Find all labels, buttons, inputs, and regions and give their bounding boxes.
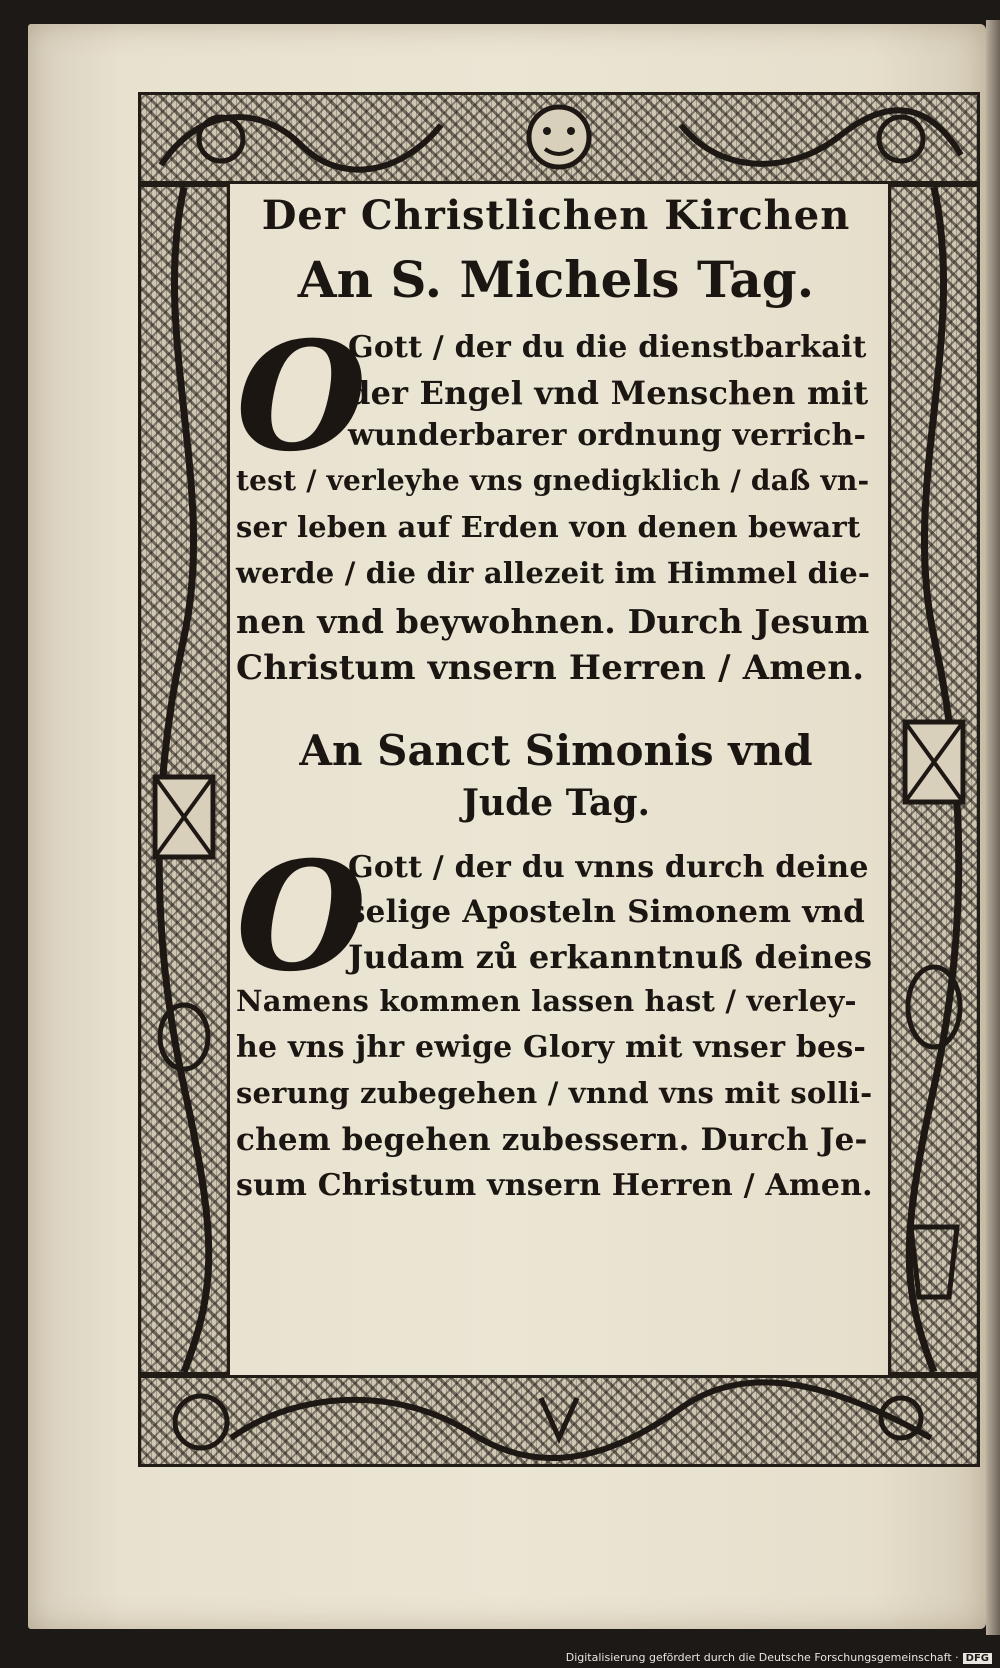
text-line: selige Aposteln Simonem vnd <box>348 894 866 930</box>
text-line: werde / die dir allezeit im Himmel die- <box>236 556 871 590</box>
dfg-logo: DFG <box>963 1653 992 1664</box>
text-line: chem begehen zubessern. Durch Je- <box>236 1122 868 1158</box>
text-line: Christum vnsern Herren / Amen. <box>236 648 865 688</box>
text-line: serung zubegehen / vnnd vns mit solli- <box>236 1076 873 1110</box>
text-line: sum Christum vnsern Herren / Amen. <box>236 1168 873 1203</box>
text-line: he vns jhr ewige Glory mit vnser bes- <box>236 1030 867 1065</box>
digitization-credit <box>566 1651 992 1664</box>
page-edge <box>986 20 1000 1635</box>
scroll-ornament-top <box>141 95 977 181</box>
decorated-initial: O <box>236 829 367 1005</box>
text-line: ser leben auf Erden von denen bewart <box>236 510 861 544</box>
text-line: Gott / der du die dienstbarkait <box>348 330 867 365</box>
text-line: der Engel vnd Menschen mit <box>348 374 869 412</box>
text-line: test / verleyhe vns gnedigklich / daß vn- <box>236 464 870 497</box>
ornament-border-bottom <box>138 1375 980 1467</box>
scroll-ornament-bottom <box>141 1378 977 1464</box>
decorated-initial: O <box>236 309 367 485</box>
text-line: nen vnd beywohnen. Durch Jesum <box>236 602 870 641</box>
credit-text: Digitalisierung gefördert durch die Deutsche Forschungsgemeinschaft · <box>565 1651 959 1664</box>
section-heading-simon-jude-line2: Jude Tag. <box>461 782 651 824</box>
text-line: Namens kommen lassen hast / verley- <box>236 984 857 1018</box>
text-line: wunderbarer ordnung verrich- <box>348 418 867 453</box>
page-text-block <box>236 192 876 1277</box>
ornament-border-left <box>138 184 230 1375</box>
running-head: Der Christlichen Kirchen <box>261 192 851 239</box>
ornament-border-right <box>888 184 980 1375</box>
text-line: Gott / der du vnns durch deine <box>348 850 869 885</box>
text-line: Judam zů erkanntnuß deines <box>348 938 873 976</box>
section-heading-simon-jude: An Sanct Simonis vnd <box>299 726 813 775</box>
section-heading-michael: An S. Michels Tag. <box>297 250 815 309</box>
vine-ornament-left <box>141 187 227 1372</box>
vine-ornament-right <box>891 187 977 1372</box>
ornament-border-top <box>138 92 980 184</box>
